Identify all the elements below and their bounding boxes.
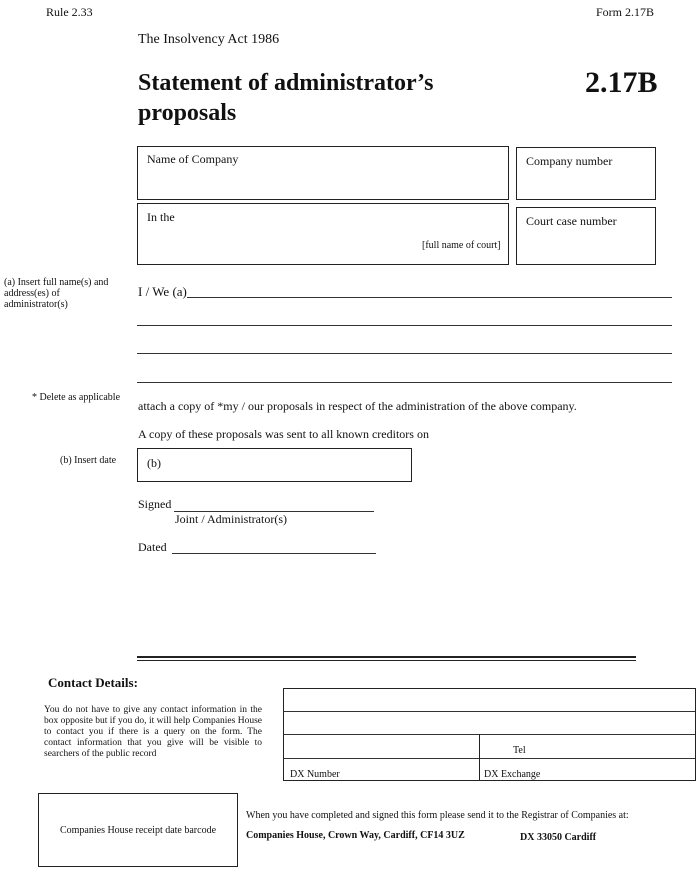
barcode-box: [38, 793, 238, 867]
send-instructions: When you have completed and signed this form please send it to the Registrar of Companies at:: [246, 810, 629, 821]
tel-label: Tel: [513, 745, 526, 756]
dated-line[interactable]: [172, 553, 376, 554]
title-line-1: Statement of administrator’s: [138, 70, 434, 96]
margin-note-b: (b) Insert date: [60, 455, 117, 466]
signed-label: Signed: [138, 497, 172, 511]
margin-note-delete: * Delete as applicable: [32, 392, 121, 403]
contact-description: You do not have to give any contact information in the box opposite but if you do, it will help Companies House to contact you if there is a query on the form. The contact information that you give will be visible to searchers of the public record: [44, 705, 262, 759]
form-number: 2.17B: [585, 66, 658, 99]
form-reference: Form 2.17B: [596, 5, 655, 19]
court-sublabel: [full name of court]: [422, 240, 501, 251]
signed-role: Joint / Administrator(s): [175, 512, 287, 526]
dated-label: Dated: [138, 540, 167, 554]
tel-divider: [479, 734, 480, 758]
company-name-label: Name of Company: [147, 152, 239, 166]
administrator-name-line[interactable]: [187, 297, 672, 298]
rule-reference: Rule 2.33: [46, 5, 93, 19]
dx-exchange-label: DX Exchange: [484, 769, 541, 780]
company-number-field[interactable]: [516, 147, 656, 200]
administrator-address-line-2[interactable]: [137, 353, 672, 354]
iwe-label: I / We (a): [138, 284, 187, 299]
separator-top: [137, 656, 636, 658]
contact-row-divider-3: [284, 758, 695, 759]
attach-statement: attach a copy of *my / our proposals in respect of the administration of the above company.: [138, 399, 577, 413]
administrator-address-line-3[interactable]: [137, 382, 672, 383]
administrator-address-line-1[interactable]: [137, 325, 672, 326]
contact-row-divider-2: [284, 734, 695, 735]
separator-bottom: [137, 660, 636, 661]
company-name-field[interactable]: [137, 146, 509, 200]
copy-sent-statement: A copy of these proposals was sent to all known creditors on: [138, 427, 429, 441]
company-number-label: Company number: [526, 154, 613, 168]
court-case-number-field[interactable]: [516, 207, 656, 265]
title-line-2: proposals: [138, 100, 237, 126]
registrar-address: Companies House, Crown Way, Cardiff, CF14 3UZ: [246, 830, 465, 841]
date-box-label: (b): [147, 456, 161, 470]
court-case-number-label: Court case number: [526, 214, 617, 228]
court-label: In the: [147, 210, 175, 224]
margin-note-a: (a) Insert full name(s) and address(es) of administrator(s): [4, 277, 109, 310]
date-sent-field[interactable]: [137, 448, 412, 482]
dx-number-label: DX Number: [290, 769, 340, 780]
contact-row-divider-1: [284, 711, 695, 712]
court-name-field[interactable]: [137, 203, 509, 265]
contact-heading: Contact Details:: [48, 675, 138, 690]
dx-divider: [479, 758, 480, 781]
act-name: The Insolvency Act 1986: [138, 32, 280, 47]
contact-box: [283, 688, 696, 781]
barcode-label: Companies House receipt date barcode: [59, 825, 217, 836]
registrar-dx: DX 33050 Cardiff: [520, 832, 597, 843]
page-title: [138, 68, 434, 128]
